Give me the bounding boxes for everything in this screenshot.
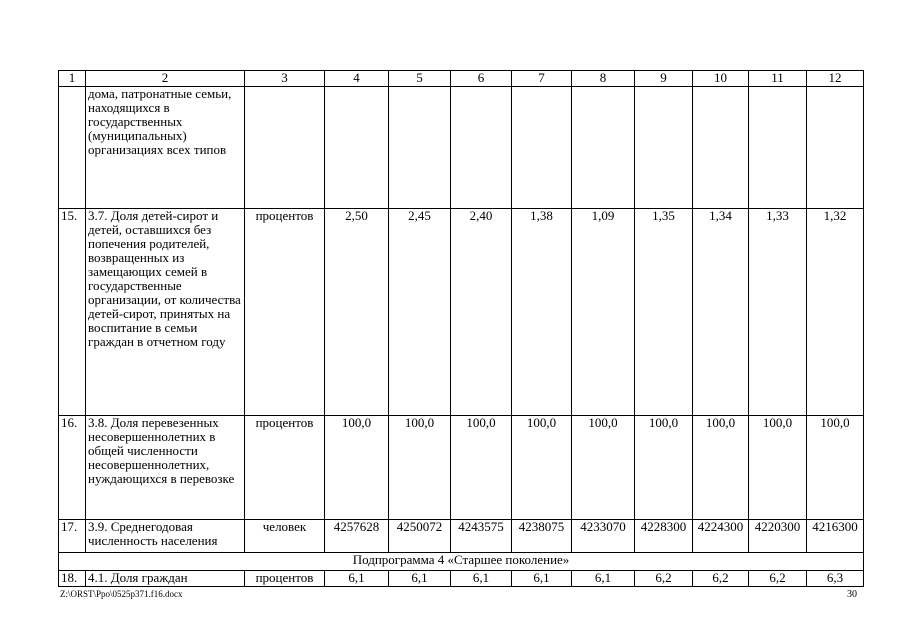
row-number: 18. [59, 571, 86, 587]
value-cell: 2,45 [389, 209, 451, 416]
value-cell: 100,0 [512, 416, 572, 520]
indicator-name: 3.8. Доля перевезенных несовершеннолетних в общей численности несовершеннолетних, нуждающихся в перевозке [86, 416, 245, 520]
unit-cell: процентов [245, 209, 325, 416]
value-cell [635, 87, 693, 209]
unit-cell: человек [245, 520, 325, 553]
value-cell [325, 87, 389, 209]
value-cell: 6,1 [325, 571, 389, 587]
header-cell: 4 [325, 71, 389, 87]
value-cell [807, 87, 864, 209]
value-cell: 100,0 [693, 416, 749, 520]
value-cell: 6,3 [807, 571, 864, 587]
value-cell: 4238075 [512, 520, 572, 553]
column-number-header-row [59, 71, 864, 87]
value-cell: 100,0 [451, 416, 512, 520]
value-cell: 100,0 [635, 416, 693, 520]
value-cell: 1,09 [572, 209, 635, 416]
page-number: 30 [847, 589, 857, 600]
indicator-name: 3.9. Среднегодовая численность населения [86, 520, 245, 553]
value-cell [389, 87, 451, 209]
header-cell: 1 [59, 71, 86, 87]
value-cell [451, 87, 512, 209]
row-number: 16. [59, 416, 86, 520]
indicator-name: 3.7. Доля детей-сирот и детей, оставшихся без попечения родителей, возвращенных из замещающих семей в государственные организации, от количества детей-сирот, принятых на воспитание в семьи граждан в отчетном году [86, 209, 245, 416]
header-cell: 10 [693, 71, 749, 87]
table-row [59, 416, 864, 520]
unit-cell: процентов [245, 571, 325, 587]
value-cell: 4216300 [807, 520, 864, 553]
value-cell: 100,0 [325, 416, 389, 520]
value-cell: 100,0 [749, 416, 807, 520]
indicator-name: дома, патронатные семьи, находящихся в государственных (муниципальных) организациях всех типов [86, 87, 245, 209]
value-cell: 1,32 [807, 209, 864, 416]
row-number: 17. [59, 520, 86, 553]
unit-cell [245, 87, 325, 209]
value-cell: 6,1 [389, 571, 451, 587]
value-cell: 6,2 [693, 571, 749, 587]
value-cell: 100,0 [572, 416, 635, 520]
row-number: 15. [59, 209, 86, 416]
value-cell: 2,40 [451, 209, 512, 416]
value-cell: 1,35 [635, 209, 693, 416]
value-cell: 4243575 [451, 520, 512, 553]
value-cell: 6,1 [512, 571, 572, 587]
row-number [59, 87, 86, 209]
table-row [59, 87, 864, 209]
header-cell: 2 [86, 71, 245, 87]
value-cell [512, 87, 572, 209]
indicator-name: 4.1. Доля граждан [86, 571, 245, 587]
header-cell: 11 [749, 71, 807, 87]
value-cell: 4257628 [325, 520, 389, 553]
value-cell: 4220300 [749, 520, 807, 553]
value-cell [572, 87, 635, 209]
file-path-footer: Z:\ORST\Ppo\0525p371.f16.docx [60, 589, 183, 599]
value-cell: 1,33 [749, 209, 807, 416]
value-cell: 100,0 [807, 416, 864, 520]
value-cell: 1,38 [512, 209, 572, 416]
value-cell: 1,34 [693, 209, 749, 416]
value-cell: 6,1 [451, 571, 512, 587]
value-cell: 6,1 [572, 571, 635, 587]
subprogram-row [59, 553, 864, 571]
value-cell [749, 87, 807, 209]
table-row [59, 571, 864, 587]
value-cell [693, 87, 749, 209]
value-cell: 4224300 [693, 520, 749, 553]
value-cell: 100,0 [389, 416, 451, 520]
header-cell: 7 [512, 71, 572, 87]
header-cell: 8 [572, 71, 635, 87]
value-cell: 6,2 [635, 571, 693, 587]
subprogram-title: Подпрограмма 4 «Старшее поколение» [59, 553, 864, 571]
header-cell: 9 [635, 71, 693, 87]
table-row [59, 209, 864, 416]
value-cell: 4250072 [389, 520, 451, 553]
header-cell: 6 [451, 71, 512, 87]
value-cell: 2,50 [325, 209, 389, 416]
header-cell: 3 [245, 71, 325, 87]
value-cell: 4228300 [635, 520, 693, 553]
unit-cell: процентов [245, 416, 325, 520]
indicators-table [58, 70, 864, 587]
table-row [59, 520, 864, 553]
value-cell: 4233070 [572, 520, 635, 553]
header-cell: 5 [389, 71, 451, 87]
header-cell: 12 [807, 71, 864, 87]
value-cell: 6,2 [749, 571, 807, 587]
